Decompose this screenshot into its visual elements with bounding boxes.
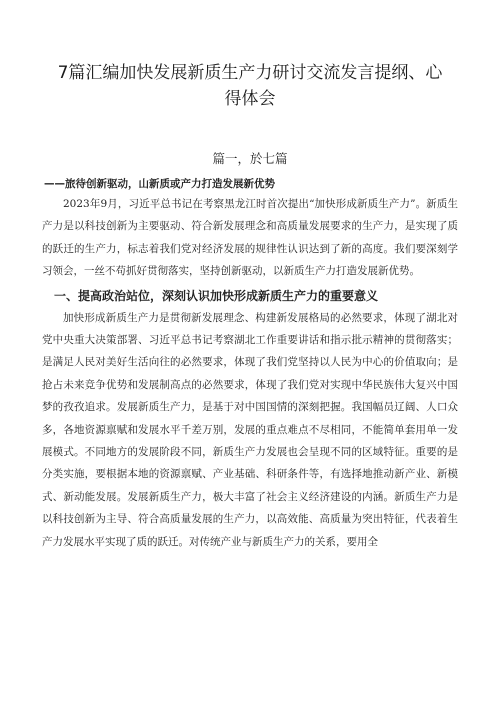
document-title: 7篇汇编加快发展新质生产力研讨交流发言提纲、心得体会 bbox=[57, 63, 443, 109]
subtitle: ——旅待创新驱动，山新质或产力打造发展新优势 bbox=[44, 178, 275, 190]
heading-section-1: 一、提高政治站位，深刻认识加快形成新质生产力的重要意义 bbox=[54, 288, 379, 303]
paragraph-intro: 2023年9月，习近平总书记在考察黑龙江时首次提出“加快形成新质生产力”。新质生产力是以科技创新为主要驱动、符合新发展理念和高质量发展要求的生产力，是实现了质的跃迁的生产力，标志着我们党对经济发展的规律性认识达到了新的高度。我们要深刻学习领会，一丝不苟抓好贯彻落实，坚持创新驱动，以新质生产力打造发展新优势。 bbox=[42, 198, 458, 278]
section-title: 篇一，於七篇 bbox=[212, 151, 288, 166]
paragraph-body: 加快形成新质生产力是贯彻新发展理念、构建新发展格局的必然要求，体现了湖北对党中央重大决策部署、习近平总书记考察湖北工作重要讲话和指示批示精神的贯彻落实；是满足人民对美好生活向往的必然要求，体现了我们党坚持以人民为中心的价值取向；是抢占未来竞争优势和发展制高点的必然要求，体现了我们党对实现中华民族伟大复兴中国梦的孜孜追求。发展新质生产力，是基于对中国国情的深刻把握。我国幅员辽阔、人口众多，各地资源禀赋和发展水平千差万别，发展的重点难点不尽相同，不能简单套用单一发展模式。不同地方的发展阶段不同，新质生产力发展也会呈现不同的区域特征。重要的是分类实施，要根据本地的资源禀赋、产业基础、科研条件等，有选择地推动新产业、新模式、新动能发展。发展新质生产力，极大丰富了社会主义经济建设的内涵。新质生产力是以科技创新为主导、符合高质量发展的生产力，以高效能、高质量为突出特征，代表着生产力发展水平实现了质的跃迁。对传统产业与新质生产力的关系，要用全 bbox=[42, 311, 458, 548]
